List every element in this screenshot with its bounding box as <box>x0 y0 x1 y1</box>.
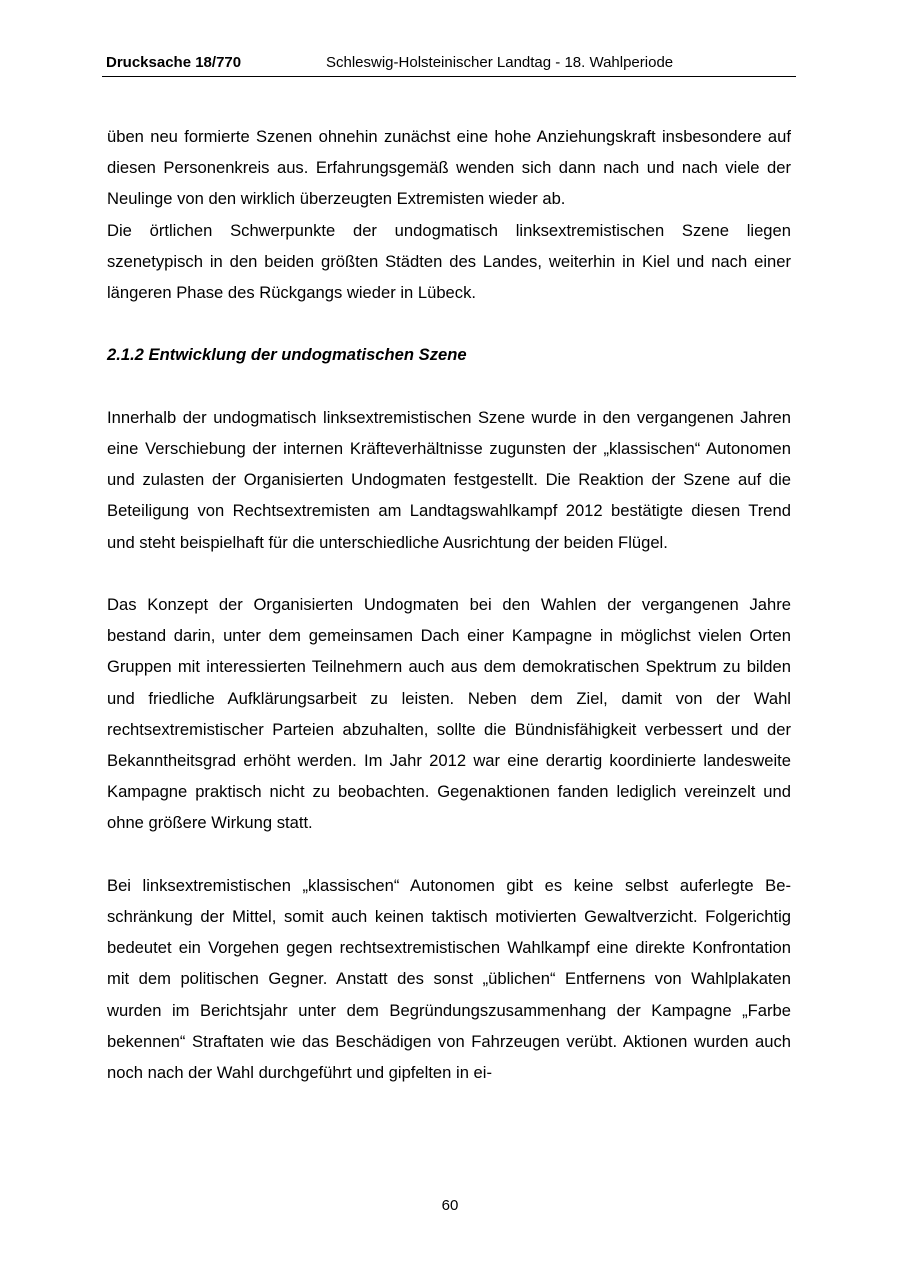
parliament-title: Schleswig-Holsteinischer Landtag - 18. Wahlperiode <box>326 54 674 71</box>
paragraph-3: Innerhalb der undogmatisch linksextremistischen Szene wurde in den vergangenen Jahren eine Verschiebung der internen Kräfteverhältnisse zugunsten der „klassischen“ Autonomen und zulasten der Organisierten Undogmaten festgestellt. Die Reaktion der Szene auf die Beteiligung von Rechtsextremisten am Landtagswahlkampf 2012 bestätigte diesen Trend und steht beispielhaft für die unterschiedliche Ausrichtung der beiden Flügel. <box>107 407 791 552</box>
paragraph-5: Bei linksextremistischen „klassischen“ Autonomen gibt es keine selbst auferlegte Beschränkung der Mittel, somit auch keinen taktisch motivierten Gewaltverzicht. Folgerichtig bedeutet ein Vorgehen gegen rechtsextremistischen Wahlkampf eine direkte Konfrontation mit dem politischen Gegner. Anstatt des sonst „üblichen“ Entfernens von Wahlplakaten wurden im Berichtsjahr unter dem Begründungszusammenhang der Kampagne „Farbe bekennen“ Straftaten wie das Beschädigen von Fahrzeugen verübt. Aktionen wurden auch noch nach der Wahl durchgeführt und gipfelten in ei- <box>107 875 791 1083</box>
paragraph-1: üben neu formierte Szenen ohnehin zunächst eine hohe Anziehungskraft insbesondere auf diesen Personenkreis aus. Erfahrungsgemäß wenden sich dann nach und nach viele der Neulinge von den wirklich überzeugten Extremisten wieder ab. <box>107 127 791 209</box>
document-number: Drucksache 18/770 <box>106 54 242 71</box>
paragraph-4: Das Konzept der Organisierten Undogmaten bei den Wahlen der vergangenen Jahre bestand darin, unter dem gemeinsamen Dach einer Kampagne in möglichst vielen Orten Gruppen mit interessierten Teilnehmern auch aus dem demokratischen Spektrum zu bilden und friedliche Aufklärungsarbeit zu leisten. Neben dem Ziel, damit von der Wahl rechtsextremistischer Parteien abzuhalten, sollte die Bündnisfähigkeit verbessert und der Bekanntheitsgrad erhöht werden. Im Jahr 2012 war eine derartig koordinierte landesweite Kampagne praktisch nicht zu beobachten. Gegenaktionen fanden lediglich vereinzelt und ohne größere Wirkung statt. <box>107 595 791 833</box>
page-header <box>102 52 796 77</box>
paragraph-2: Die örtlichen Schwerpunkte der undogmatisch linksextremistischen Szene liegen szenetypisch in den beiden größten Städten des Landes, weiterhin in Kiel und nach einer längeren Phase des Rückgangs wieder in Lübeck. <box>107 220 791 303</box>
section-heading: 2.1.2 Entwicklung der undogmatischen Szene <box>107 345 467 365</box>
page-number: 60 <box>441 1197 459 1214</box>
document-body <box>107 121 791 1088</box>
